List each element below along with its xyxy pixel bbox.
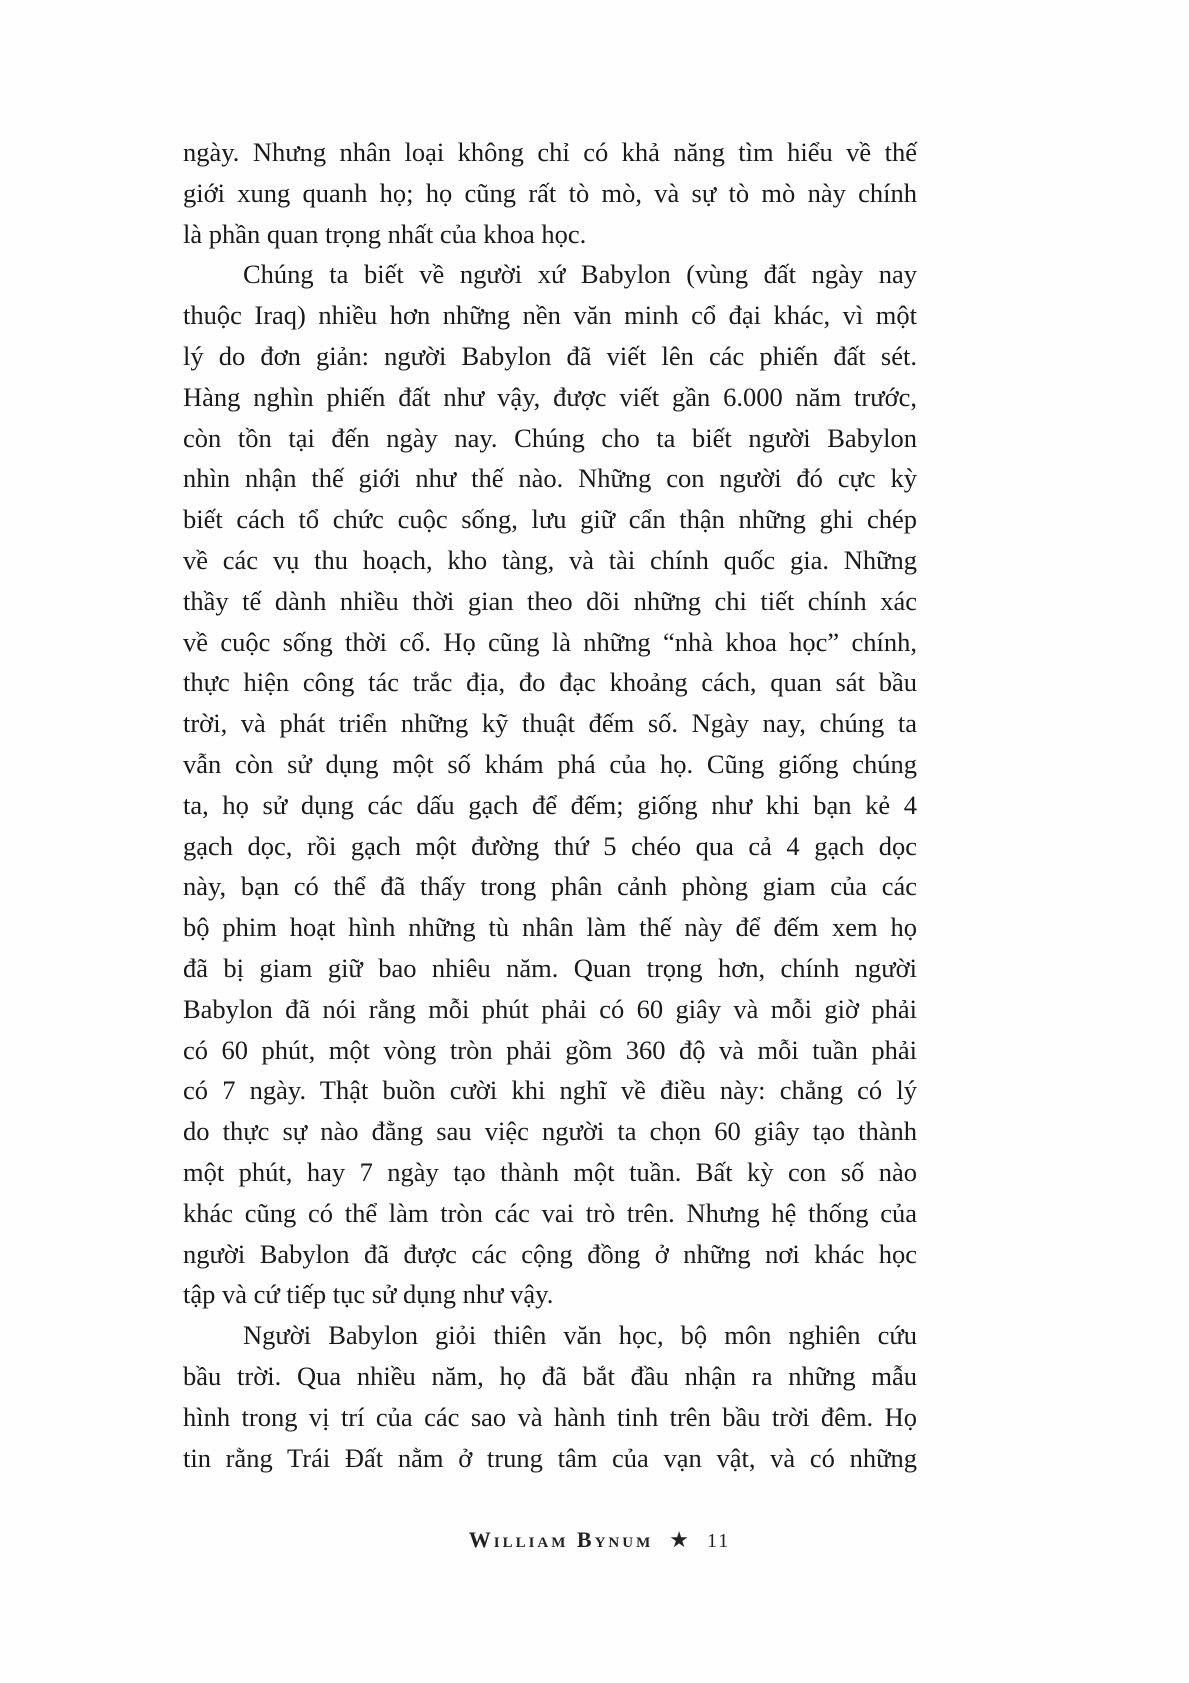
text-line: còn tồn tại đến ngày nay. Chúng cho ta biết người Babylon — [183, 422, 917, 453]
paragraph — [183, 132, 917, 254]
text-line: có 7 ngày. Thật buồn cười khi nghĩ về điều này: chẳng có lý — [183, 1075, 917, 1106]
text-line: thầy tế dành nhiều thời gian theo dõi những chi tiết chính xác — [183, 585, 917, 616]
text-line: có 60 phút, một vòng tròn phải gồm 360 độ và mỗi tuần phải — [183, 1034, 917, 1065]
text-line: hình trong vị trí của các sao và hành tinh trên bầu trời đêm. Họ — [183, 1401, 917, 1432]
running-footer-author: William Bynum — [468, 1527, 654, 1552]
text-line: một phút, hay 7 ngày tạo thành một tuần. Bất kỳ con số nào — [183, 1156, 917, 1187]
text-line: giới xung quanh họ; họ cũng rất tò mò, và sự tò mò này chính — [183, 177, 917, 208]
text-line: thuộc Iraq) nhiều hơn những nền văn minh cổ đại khác, vì một — [183, 300, 917, 331]
text-line: khác cũng có thể làm tròn các vai trò trên. Nhưng hệ thống của — [183, 1197, 917, 1228]
text-line: tin rằng Trái Đất nằm ở trung tâm của vạn vật, và có những — [183, 1442, 917, 1473]
text-line: nhìn nhận thế giới như thế nào. Những con người đó cực kỳ — [183, 463, 917, 494]
text-line: người Babylon đã được các cộng đồng ở những nơi khác học — [183, 1238, 917, 1269]
text-line: tập và cứ tiếp tục sử dụng như vậy. — [183, 1279, 554, 1310]
text-line: vẫn còn sử dụng một số khám phá của họ. Cũng giống chúng — [183, 748, 917, 779]
page-number: 11 — [706, 1530, 731, 1552]
text-line: đã bị giam giữ bao nhiêu năm. Quan trọng hơn, chính người — [183, 952, 917, 983]
text-line: về các vụ thu hoạch, kho tàng, và tài chính quốc gia. Những — [183, 544, 917, 575]
body-text — [183, 132, 917, 1478]
text-line: biết cách tổ chức cuộc sống, lưu giữ cẩn thận những ghi chép — [183, 504, 917, 535]
text-line: về cuộc sống thời cổ. Họ cũng là những “nhà khoa học” chính, — [183, 626, 917, 657]
page-footer — [0, 1527, 1189, 1553]
text-line: trời, và phát triển những kỹ thuật đếm số. Ngày nay, chúng ta — [183, 708, 917, 739]
text-line: ngày. Nhưng nhân loại không chỉ có khả năng tìm hiểu về thế — [183, 137, 917, 167]
text-line: Babylon đã nói rằng mỗi phút phải có 60 giây và mỗi giờ phải — [183, 993, 917, 1024]
text-line: là phần quan trọng nhất của khoa học. — [183, 218, 587, 249]
text-line: gạch dọc, rồi gạch một đường thứ 5 chéo qua cả 4 gạch dọc — [183, 830, 917, 861]
text-line: này, bạn có thể đã thấy trong phân cảnh phòng giam của các — [183, 871, 917, 902]
text-line: bộ phim hoạt hình những tù nhân làm thế này để đếm xem họ — [183, 912, 917, 943]
text-line: Chúng ta biết về người xứ Babylon (vùng đất ngày nay — [243, 259, 917, 290]
text-line: thực hiện công tác trắc địa, đo đạc khoảng cách, quan sát bầu — [183, 667, 917, 698]
star-icon: ★ — [669, 1527, 689, 1552]
text-line: ta, họ sử dụng các dấu gạch để đếm; giống như khi bạn kẻ 4 — [183, 789, 917, 820]
text-line: bầu trời. Qua nhiều năm, họ đã bắt đầu nhận ra những mẫu — [183, 1360, 917, 1391]
text-line: lý do đơn giản: người Babylon đã viết lên các phiến đất sét. — [183, 340, 917, 371]
text-line: Hàng nghìn phiến đất như vậy, được viết gần 6.000 năm trước, — [183, 381, 917, 412]
paragraph — [183, 1315, 917, 1478]
text-line: do thực sự nào đằng sau việc người ta chọn 60 giây tạo thành — [183, 1116, 917, 1147]
text-line: Người Babylon giỏi thiên văn học, bộ môn nghiên cứu — [243, 1320, 917, 1351]
paragraph — [183, 254, 917, 1315]
